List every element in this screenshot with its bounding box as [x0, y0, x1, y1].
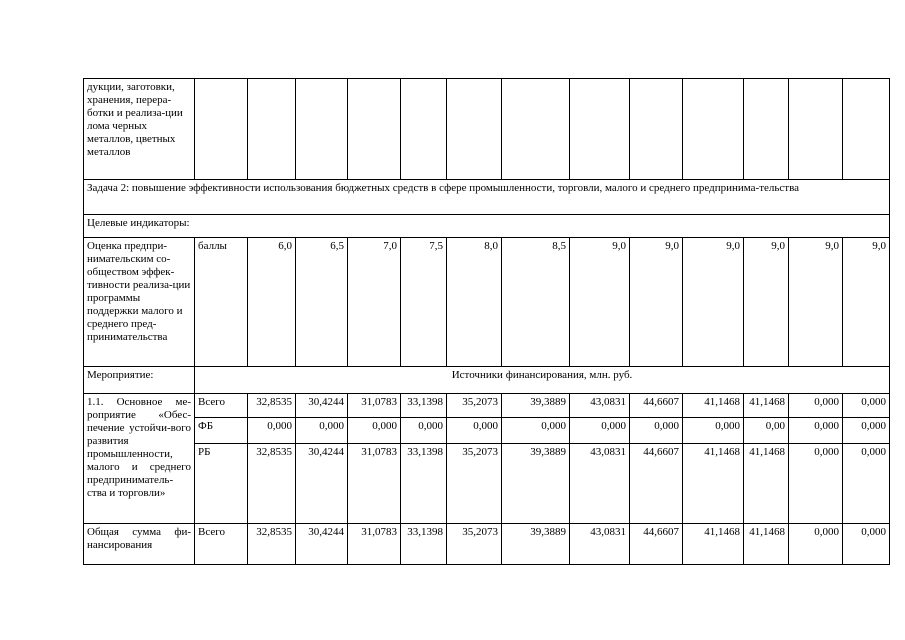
sources-header: Источники финансирования, млн. руб. [195, 367, 890, 394]
cell-value: 31,0783 [348, 394, 401, 418]
table-row-event [84, 367, 890, 394]
cell-value: 35,2073 [447, 394, 502, 418]
cell-value: 41,1468 [744, 394, 789, 418]
cell-value: 0,000 [843, 444, 890, 524]
row-top-label: дукции, заготовки, хранения, перера-ботки и реализа-ции лома черных металлов, цветных металлов [84, 79, 195, 180]
estimate-unit: баллы [195, 238, 248, 367]
table-row-task2 [84, 180, 890, 215]
cell-value: 33,1398 [401, 444, 447, 524]
source-label: ФБ [195, 418, 248, 444]
cell-value: 32,8535 [248, 524, 296, 565]
cell-value: 0,000 [789, 394, 843, 418]
cell-value: 30,4244 [296, 444, 348, 524]
table-row-main-rb [84, 444, 890, 524]
estimate-value: 9,0 [789, 238, 843, 367]
cell-value: 43,0831 [570, 444, 630, 524]
source-label: Всего [195, 524, 248, 565]
cell-value: 35,2073 [447, 444, 502, 524]
indicators-label: Целевые индикаторы: [84, 215, 890, 238]
cell-value: 41,1468 [683, 524, 744, 565]
table-row-main-total [84, 394, 890, 418]
event-label: Мероприятие: [84, 367, 195, 394]
table-row-total [84, 524, 890, 565]
total-label: Общая сумма фи-нансирования [84, 524, 195, 565]
table-row-main-fb [84, 418, 890, 444]
cell-value: 41,1468 [744, 444, 789, 524]
cell-value: 0,000 [401, 418, 447, 444]
cell-value: 41,1468 [683, 394, 744, 418]
cell-value: 0,000 [843, 524, 890, 565]
table-row-indicators [84, 215, 890, 238]
cell-value: 39,3889 [502, 444, 570, 524]
table-row-top [84, 79, 890, 180]
cell-value: 0,000 [843, 418, 890, 444]
cell-value: 0,000 [447, 418, 502, 444]
cell-value: 32,8535 [248, 444, 296, 524]
table-row-estimate [84, 238, 890, 367]
cell-value: 39,3889 [502, 394, 570, 418]
cell-value: 32,8535 [248, 394, 296, 418]
financing-table [83, 78, 890, 565]
cell-value: 0,000 [683, 418, 744, 444]
cell-value: 33,1398 [401, 524, 447, 565]
cell-value: 41,1468 [683, 444, 744, 524]
estimate-value: 9,0 [744, 238, 789, 367]
estimate-value: 7,5 [401, 238, 447, 367]
cell-value: 43,0831 [570, 524, 630, 565]
estimate-value: 6,0 [248, 238, 296, 367]
cell-value: 44,6607 [630, 394, 683, 418]
cell-value: 35,2073 [447, 524, 502, 565]
task2-text: Задача 2: повышение эффективности использования бюджетных средств в сфере промышленности, торговли, малого и среднего предпринима-тельства [84, 180, 890, 215]
cell-value: 41,1468 [744, 524, 789, 565]
cell-value: 0,000 [502, 418, 570, 444]
cell-value: 0,000 [789, 418, 843, 444]
cell-value: 31,0783 [348, 524, 401, 565]
estimate-value: 9,0 [570, 238, 630, 367]
estimate-value: 9,0 [683, 238, 744, 367]
estimate-label: Оценка предпри-нимательским со-обществом эффек-тивности реализа-ции программы поддержки малого и среднего пред-принимательства [84, 238, 195, 367]
main-event-label: 1.1. Основное ме-роприятие «Обес-печение устойчи-вого развития промышленности, малого и среднего предприниматель-ства и торговли» [84, 394, 195, 524]
cell-value: 30,4244 [296, 394, 348, 418]
cell-value: 0,00 [744, 418, 789, 444]
estimate-value: 9,0 [843, 238, 890, 367]
cell-value: 0,000 [630, 418, 683, 444]
source-label: Всего [195, 394, 248, 418]
estimate-value: 7,0 [348, 238, 401, 367]
cell-value: 39,3889 [502, 524, 570, 565]
cell-value: 0,000 [296, 418, 348, 444]
cell-value: 30,4244 [296, 524, 348, 565]
cell-value: 43,0831 [570, 394, 630, 418]
estimate-value: 8,0 [447, 238, 502, 367]
cell-value: 0,000 [348, 418, 401, 444]
source-label: РБ [195, 444, 248, 524]
estimate-value: 6,5 [296, 238, 348, 367]
cell-value: 33,1398 [401, 394, 447, 418]
cell-value: 0,000 [570, 418, 630, 444]
cell-value: 0,000 [789, 444, 843, 524]
estimate-value: 9,0 [630, 238, 683, 367]
cell-value: 0,000 [789, 524, 843, 565]
cell-value: 31,0783 [348, 444, 401, 524]
cell-value: 0,000 [248, 418, 296, 444]
estimate-value: 8,5 [502, 238, 570, 367]
cell-value: 44,6607 [630, 524, 683, 565]
cell-value: 44,6607 [630, 444, 683, 524]
cell-value: 0,000 [843, 394, 890, 418]
